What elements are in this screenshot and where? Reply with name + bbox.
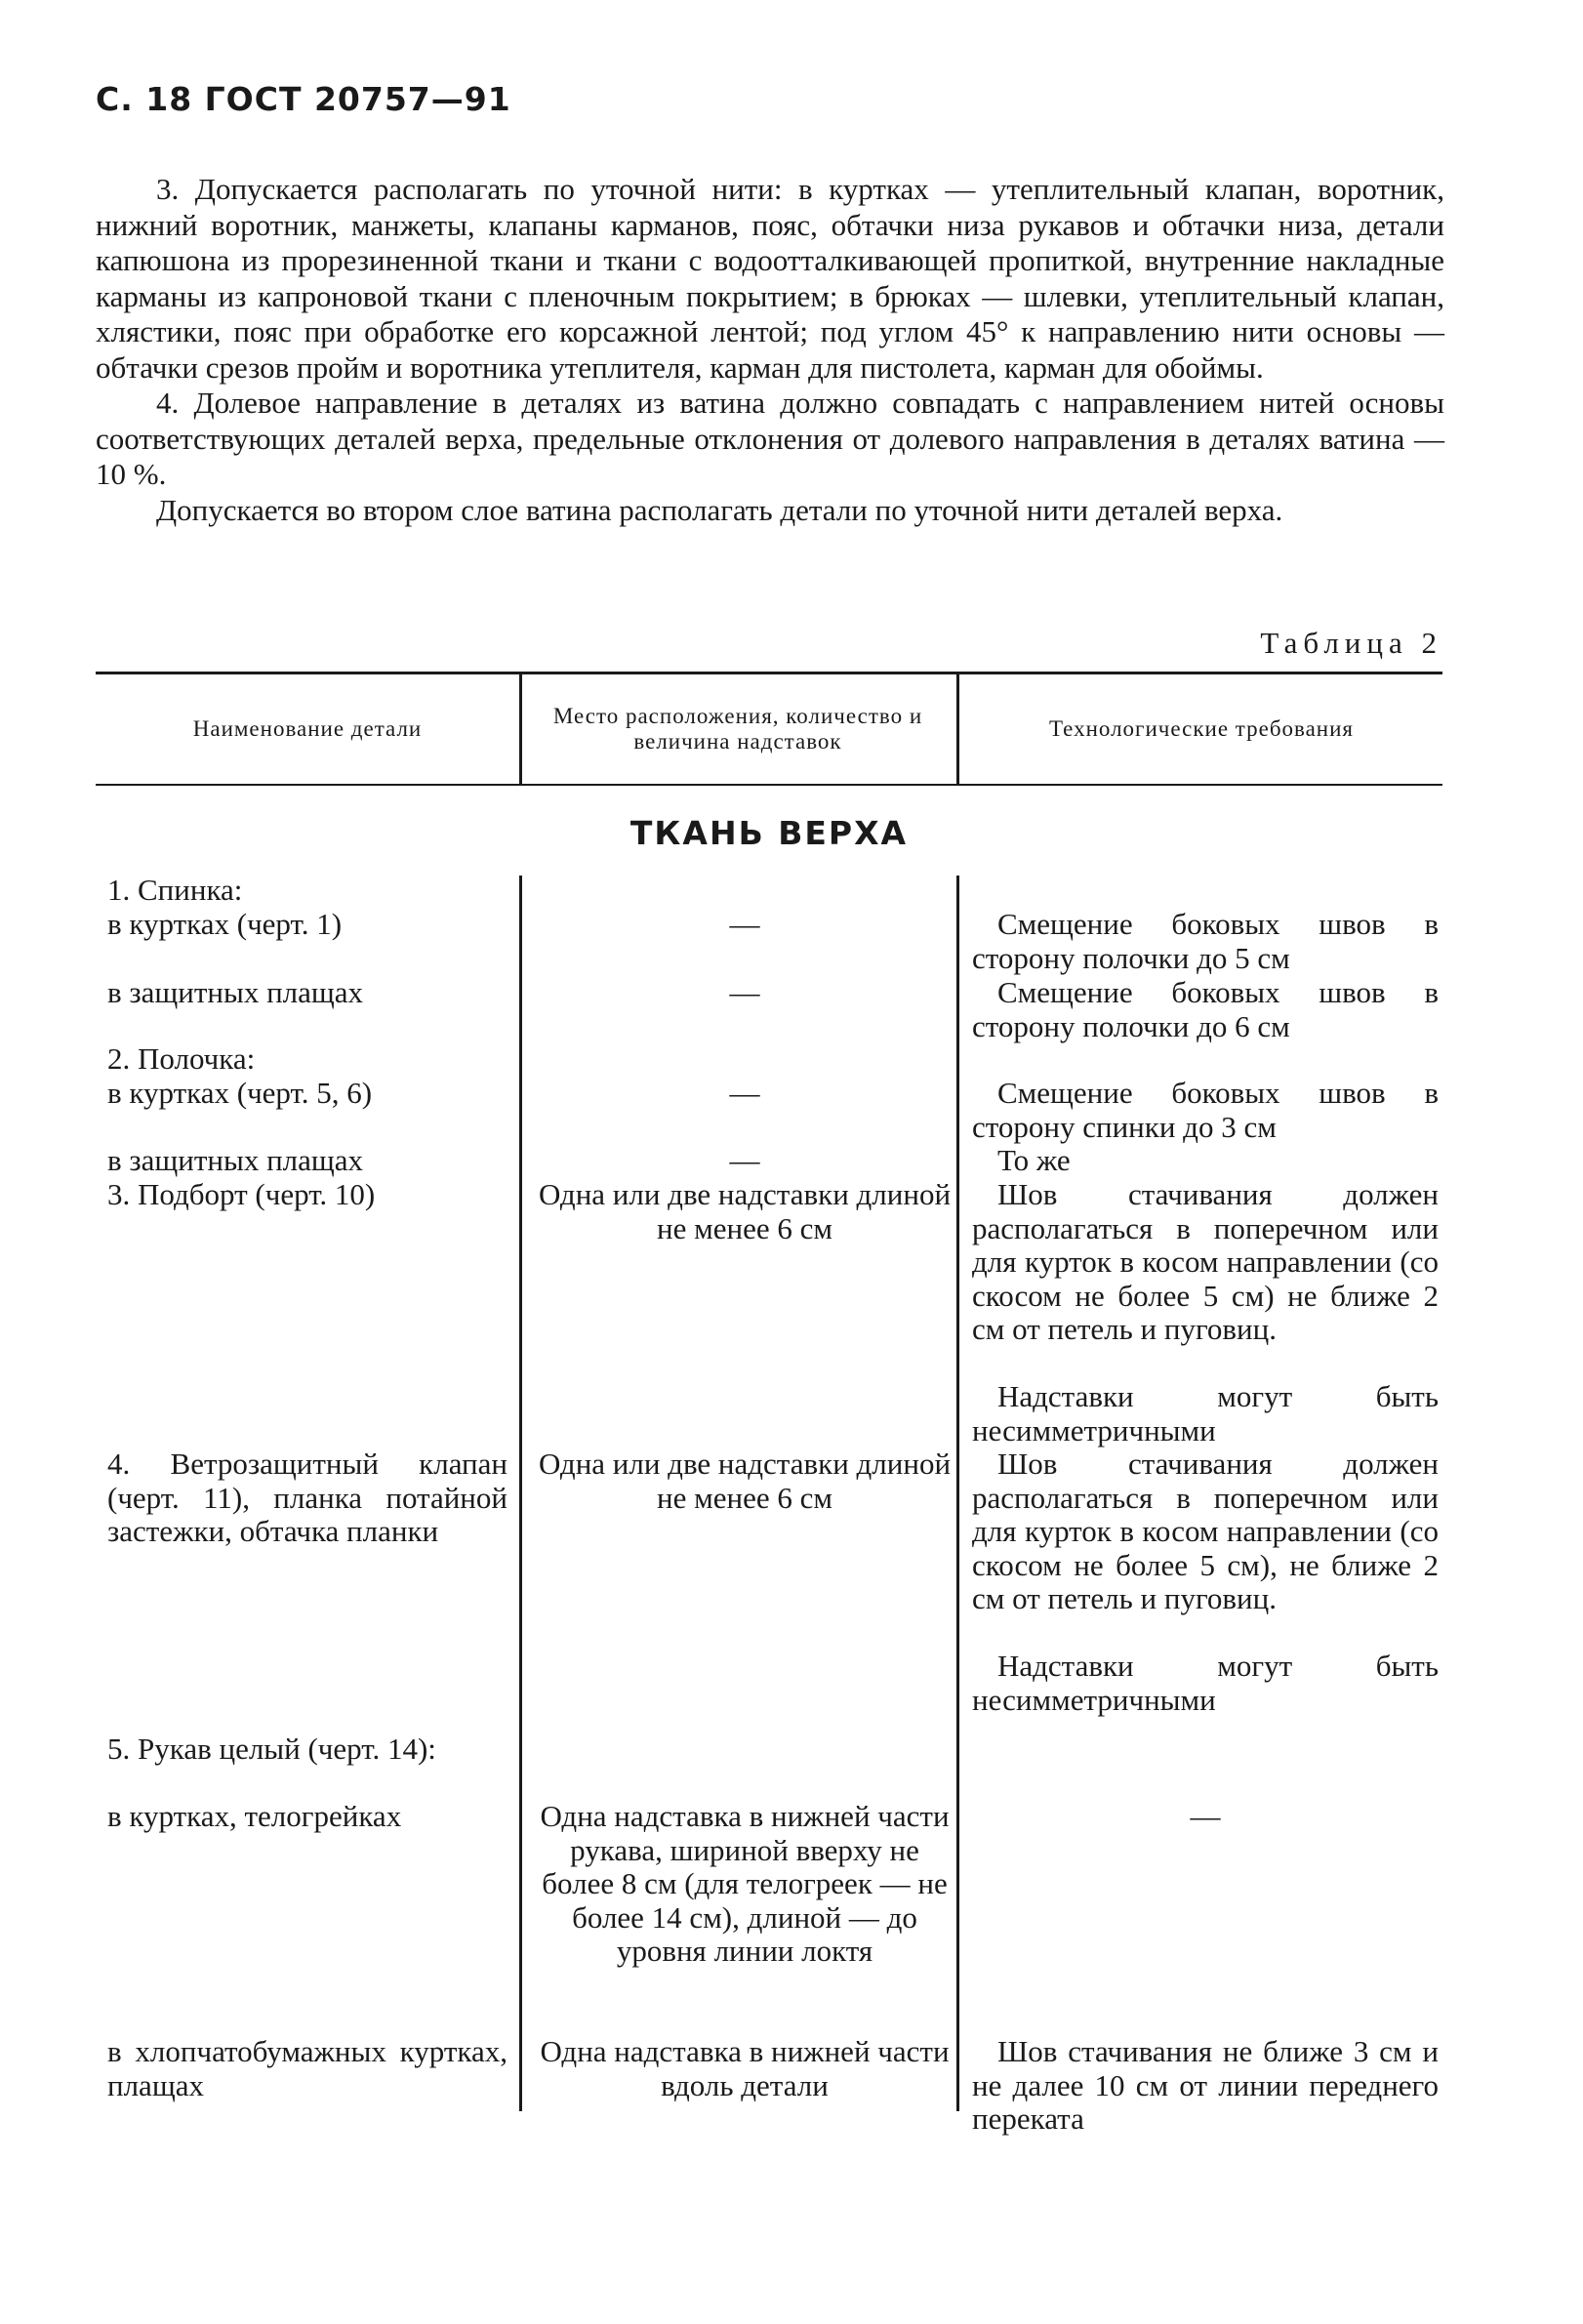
- header-placement: Место расположения, количество и величина надставок: [552, 703, 923, 754]
- column-divider-2: [956, 673, 959, 784]
- paragraph-4-note: Допускается во втором слое ватина располагать детали по уточной нити деталей верха.: [156, 492, 1283, 527]
- paragraph-3: 3. Допускается располагать по уточной нити: в куртках — утеплительный клапан, воротник, нижний воротник, манжеты, клапаны карманов, пояс, обтачки низа рукавов и обтачки низа, детали капюшона из прорезиненной ткани и ткани с водоотталкивающей пропиткой, внутренние накладные карманы из капроновой ткани с пленочным покрытием; в брюках — шлевки, утеплительный клапан, хлястики, пояс при обработке его корсажной лентой; под углом 45° к направлению нити основы — обтачки срезов пройм и воротника утеплителя, карман для пистолета, карман для обоймы.: [96, 172, 1444, 385]
- row-2a-name: в куртках (черт. 5, 6): [107, 1076, 373, 1110]
- intro-text: [96, 172, 1444, 528]
- row-1b-name: в защитных плащах: [107, 975, 364, 1009]
- row-1b-place: —: [729, 975, 760, 1009]
- column-divider-1: [519, 673, 522, 784]
- row-3-requirement-note: Надставки могут быть несимметричными: [972, 1379, 1439, 1447]
- row-1b-requirement: Смещение боковых швов в сторону полочки до 6 см: [972, 975, 1439, 1043]
- section-title: ТКАНЬ ВЕРХА: [629, 814, 909, 852]
- row-3-requirement: Шов стачивания должен располагаться в поперечном или для курток в косом направлении (со скосом не более 5 см) не ближе 2 см от петель и пуговиц.: [972, 1177, 1439, 1346]
- row-5b-requirement: Шов стачивания не ближе 3 см и не далее 10 см от линии переднего переката: [972, 2034, 1439, 2136]
- column-divider-1-body: [519, 876, 522, 2111]
- header-part-name: Наименование детали: [192, 715, 423, 741]
- row-1-title: 1. Спинка:: [107, 873, 243, 907]
- row-2-title: 2. Полочка:: [107, 1041, 256, 1076]
- row-5-title: 5. Рукав целый (черт. 14):: [107, 1732, 436, 1766]
- column-divider-2-body: [956, 876, 959, 2111]
- header-requirements: Технологические требования: [1048, 715, 1354, 741]
- row-2b-requirement: То же: [997, 1143, 1071, 1177]
- row-5b-place: Одна надставка в нижней части вдоль детали: [540, 2034, 950, 2102]
- row-2a-requirement: Смещение боковых швов в сторону спинки до 3 см: [972, 1076, 1439, 1144]
- table-header-rule: [96, 784, 1442, 786]
- row-5a-name: в куртках, телогрейках: [107, 1799, 402, 1833]
- row-5a-requirement: —: [1190, 1799, 1221, 1833]
- row-3-place: Одна или две надставки длиной не менее 6 см: [538, 1177, 952, 1245]
- row-4-name: 4. Ветрозащитный клапан (черт. 11), планка потайной застежки, обтачка планки: [107, 1447, 507, 1548]
- row-2a-place: —: [729, 1076, 760, 1110]
- row-2b-name: в защитных плащах: [107, 1143, 364, 1177]
- paragraph-4: 4. Долевое направление в деталях из ватина должно совпадать с направлением нитей основы соответствующих деталей верха, предельные отклонения от долевого направления в деталях ватина — 10 %.: [96, 386, 1444, 491]
- row-4-requirement: Шов стачивания должен располагаться в поперечном или для курток в косом направлении (со скосом не более 5 см), не ближе 2 см от петель и пуговиц.: [972, 1447, 1439, 1615]
- table-caption: Таблица 2: [1260, 626, 1442, 660]
- row-1a-requirement: Смещение боковых швов в сторону полочки до 5 см: [972, 907, 1439, 975]
- row-5a-place: Одна надставка в нижней части рукава, шириной вверху не более 8 см (для телогреек — не более 14 см), длиной — до уровня линии локтя: [540, 1799, 950, 1968]
- row-4-place: Одна или две надставки длиной не менее 6 см: [538, 1447, 952, 1515]
- page-header: С. 18 ГОСТ 20757—91: [96, 80, 511, 118]
- row-5b-name: в хлопчатобумажных куртках, плащах: [107, 2034, 507, 2102]
- row-3-name: 3. Подборт (черт. 10): [107, 1177, 376, 1211]
- row-1a-name: в куртках (черт. 1): [107, 907, 343, 941]
- row-4-requirement-note: Надставки могут быть несимметричными: [972, 1649, 1439, 1717]
- row-2b-place: —: [729, 1143, 760, 1177]
- row-1a-place: —: [729, 907, 760, 941]
